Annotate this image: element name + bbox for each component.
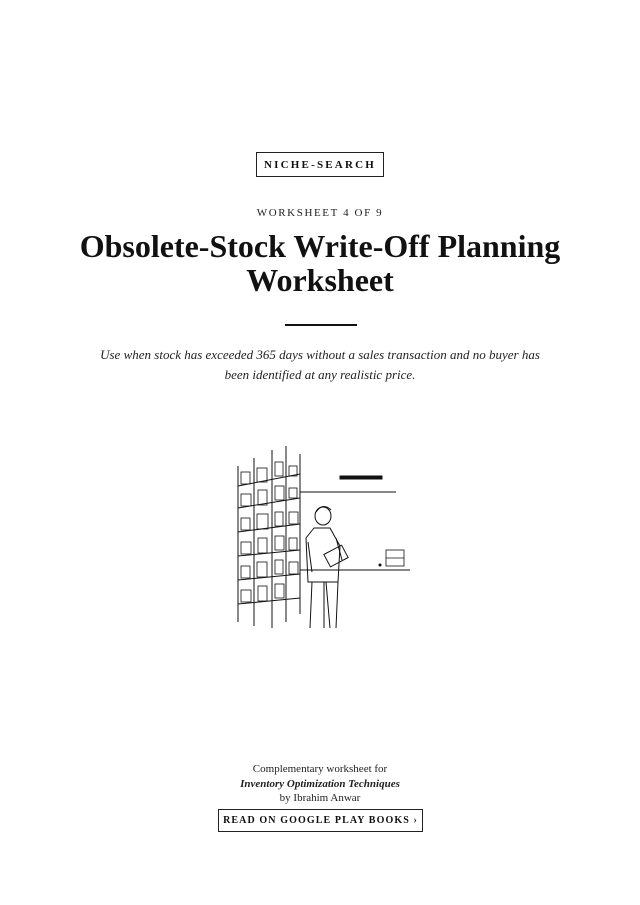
niche-search-badge: NICHE-SEARCH — [256, 152, 384, 177]
title-divider — [285, 324, 357, 326]
worksheet-number: WORKSHEET 4 OF 9 — [256, 207, 384, 219]
page-title: Obsolete-Stock Write-Off Planning Worksheet — [79, 228, 561, 298]
worker-figure — [306, 506, 348, 628]
shelving-unit — [238, 446, 300, 628]
book-promo — [0, 762, 640, 806]
warehouse-worker-with-clipboard-icon — [234, 446, 414, 630]
worksheet-description: Use when stock has exceeded 365 days without a sales transaction and no buyer has been identified at any realistic price. — [100, 347, 540, 382]
promo-intro: Complementary worksheet for — [252, 763, 388, 775]
author-line: by Ibrahim Anwar — [279, 792, 361, 804]
read-on-google-play-button[interactable]: READ ON GOOGLE PLAY BOOKS › — [218, 809, 423, 832]
ceiling-light — [340, 476, 382, 479]
book-title: Inventory Optimization Techniques — [240, 777, 400, 790]
